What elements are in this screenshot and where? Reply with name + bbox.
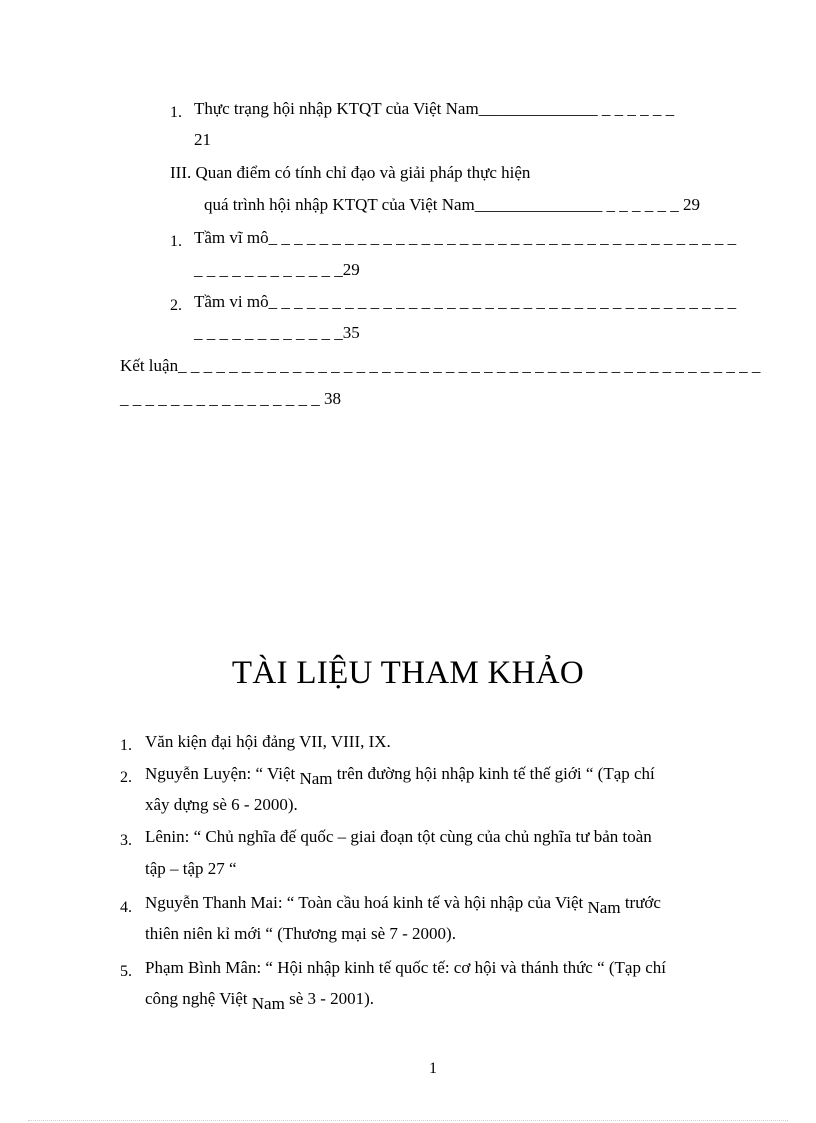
- toc-item-macro-leader: _ _ _ _ _ _ _ _ _ _ _ _29: [194, 260, 360, 279]
- reference-text: sè 3 - 2001).: [284, 989, 375, 1008]
- reference-item: [145, 763, 655, 790]
- reference-text: trên đường hội nhập kinh tế thế giới “ (Tạp chí: [332, 764, 655, 783]
- reference-text: Nguyễn Thanh Mai: “ Toàn cầu hoá kinh tế và hội nhập của Việt: [145, 893, 588, 912]
- reference-item: Phạm Bình Mân: “ Hội nhập kinh tế quốc tế: cơ hội và thánh thức “ (Tạp chí: [145, 958, 666, 977]
- reference-item-continued: tập – tập 27 “: [145, 859, 237, 878]
- reference-number: 1.: [120, 737, 132, 754]
- toc-page-number: 21: [194, 130, 211, 149]
- reference-item: Văn kiện đại hội đảng VII, VIII, IX.: [145, 732, 391, 751]
- page-number: 1: [429, 1060, 437, 1077]
- toc-item-micro: Tầm vi mô_ _ _ _ _ _ _ _ _ _ _ _ _ _ _ _ _ _ _ _ _ _ _ _ _ _ _ _ _ _ _ _ _ _ _ _ _: [194, 292, 737, 311]
- page-bottom-divider: [28, 1120, 788, 1121]
- reference-number: 2.: [120, 769, 132, 786]
- reference-number: 4.: [120, 899, 132, 916]
- references-title: TÀI LIỆU THAM KHẢO: [231, 655, 585, 691]
- toc-item-micro-leader: _ _ _ _ _ _ _ _ _ _ _ _35: [194, 323, 360, 342]
- reference-item: [145, 892, 661, 919]
- toc-conclusion: Kết luận_ _ _ _ _ _ _ _ _ _ _ _ _ _ _ _ _ _ _ _ _ _ _ _ _ _ _ _ _ _ _ _ _ _ _ _ _ _ _ _ _ _ _ _ _ _: [120, 356, 761, 375]
- reference-text: công nghệ Việt: [145, 989, 252, 1008]
- toc-item-number: 1.: [170, 233, 182, 250]
- reference-item: Lênin: “ Chủ nghĩa đế quốc – giai đoạn tột cùng của chủ nghĩa tư bản toàn: [145, 827, 652, 846]
- reference-item-continued: [145, 988, 374, 1015]
- reference-item-continued: thiên niên kỉ mới “ (Thương mại sè 7 - 2000).: [145, 924, 456, 943]
- reference-text-lowered: Nam: [587, 898, 621, 917]
- reference-text-lowered: Nam: [299, 769, 333, 788]
- reference-number: 3.: [120, 832, 132, 849]
- reference-text: Nguyễn Luyện: “ Việt: [145, 764, 300, 783]
- reference-number: 5.: [120, 963, 132, 980]
- reference-text: trước: [620, 893, 661, 912]
- toc-item-number: 1.: [170, 104, 182, 121]
- toc-conclusion-leader: _ _ _ _ _ _ _ _ _ _ _ _ _ _ _ _ 38: [120, 389, 341, 408]
- toc-item-status: Thực trạng hội nhập KTQT của Việt Nam______________ _ _ _ _ _ _: [194, 99, 675, 118]
- toc-item-macro: Tầm vĩ mô_ _ _ _ _ _ _ _ _ _ _ _ _ _ _ _ _ _ _ _ _ _ _ _ _ _ _ _ _ _ _ _ _ _ _ _ _: [194, 228, 737, 247]
- reference-text-lowered: Nam: [251, 994, 285, 1013]
- toc-section-heading-continued: quá trình hội nhập KTQT của Việt Nam_______________ _ _ _ _ _ _ 29: [204, 195, 701, 214]
- reference-item-continued: xây dựng sè 6 - 2000).: [145, 795, 298, 814]
- toc-item-number: 2.: [170, 297, 182, 314]
- toc-section-heading: III. Quan điểm có tính chỉ đạo và giải pháp thực hiện: [170, 163, 531, 182]
